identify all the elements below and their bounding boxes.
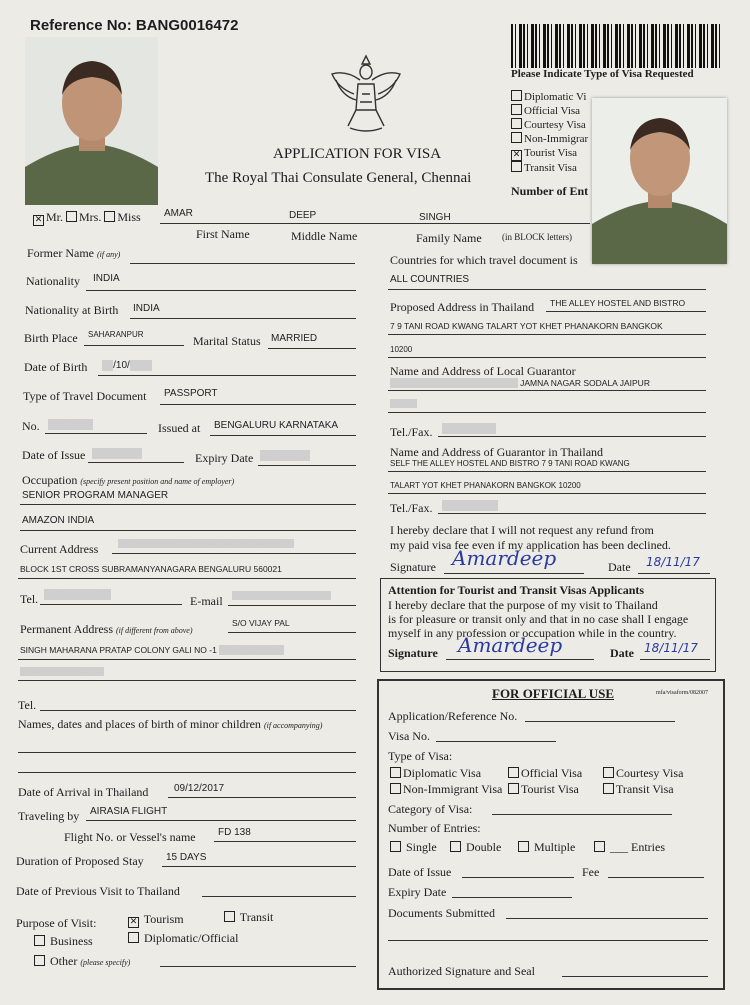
title-mr[interactable]: ✕ Mr. [34,210,64,225]
form-title: APPLICATION FOR VISA [273,146,442,162]
applicant-photo [25,37,158,205]
title-miss[interactable]: Miss [104,210,140,224]
marital-status-value[interactable]: MARRIED [271,333,318,344]
signature-label: Signature [390,560,436,574]
dob-value[interactable]: 17/10/1983 [102,360,153,371]
official-type-courtesy[interactable]: Courtesy Visa [603,766,683,781]
checkbox-icon [511,90,522,101]
dob-label: Date of Birth [24,360,88,374]
middle-name-label: Middle Name [291,229,358,243]
arrival-date-value[interactable]: 09/12/2017 [174,783,225,794]
official-date-issue: Date of Issue [388,865,452,879]
checkbox-icon [603,767,614,778]
checkbox-icon [511,118,522,129]
purpose-label: Purpose of Visit: [16,916,97,930]
permanent-address-label: Permanent Address (if different from above) [20,622,193,636]
visa-option-official[interactable]: Official Visa [511,104,588,118]
checkbox-icon [511,104,522,115]
purpose-diplomatic[interactable]: Diplomatic/Official [128,931,238,946]
checkbox-icon [34,935,45,946]
telfax-value[interactable]: 9111223333 [442,423,497,434]
checkbox-icon [224,911,235,922]
previous-visit-label: Date of Previous Visit to Thailand [16,884,180,898]
address-thailand-value-3[interactable]: 10200 [390,345,413,354]
applicant-signature-2[interactable]: Amardeep [458,633,563,657]
permanent-address-value-1[interactable]: S/O VIJAY PAL [232,618,290,628]
sign-date[interactable]: 18/11/17 [646,555,700,569]
current-address-value-2[interactable]: BLOCK 1ST CROSS SUBRAMANYANAGARA BENGALURU 560021 [20,564,282,574]
marital-status-label: Marital Status [193,334,261,348]
occupation-label: Occupation (specify present position and name of employer) [22,473,235,487]
traveling-by-label: Traveling by [18,809,80,823]
local-guarantor-label: Name and Address of Local Guarantor [390,364,576,378]
nationality-birth-label: Nationality at Birth [25,303,119,317]
telfax2-value[interactable]: 6622225542 [442,500,498,511]
nationality-value[interactable]: INDIA [93,273,120,284]
date-label: Date [608,560,631,574]
official-type-official[interactable]: Official Visa [508,766,582,781]
checkbox-icon [390,841,401,852]
visa-option-tourist[interactable]: ✕ Tourist Visa [512,147,578,160]
visa-option-non-immigrant[interactable]: Non-Immigrar [511,132,588,146]
official-auth-signature: Authorized Signature and Seal [388,964,535,978]
purpose-tourism[interactable]: ✕ Tourism [129,912,184,927]
telfax-label: Tel./Fax. [390,425,433,439]
attention-line-3: myself in any profession or occupation while in the country. [388,626,677,640]
garuda-emblem-icon [326,50,406,140]
checkbox-icon [390,783,401,794]
local-guarantor-value-2[interactable]: 302019 [390,399,417,408]
occupation-value-1[interactable]: SENIOR PROGRAM MANAGER [22,490,169,501]
entries-double[interactable]: Double [450,840,501,855]
visa-option-diplomatic[interactable]: Diplomatic Vi [511,90,588,104]
official-expiry: Expiry Date [388,885,447,899]
purpose-business[interactable]: Business [34,934,93,949]
issued-at-label: Issued at [158,421,201,435]
sign-date-2[interactable]: 18/11/17 [644,641,698,655]
checkbox-icon [390,767,401,778]
expiry-date-label: Expiry Date [195,451,254,465]
reference-number: Reference No: BANG0016472 [30,17,239,34]
checkbox-icon [34,955,45,966]
official-type-transit[interactable]: Transit Visa [603,782,674,797]
number-of-entries-label: Number of Ent [511,184,589,198]
tel-label: Tel. [20,592,39,606]
official-category: Category of Visa: [388,802,473,816]
birth-place-label: Birth Place [24,331,78,345]
checkbox-icon [508,767,519,778]
thai-guarantor-value-1[interactable]: SELF THE ALLEY HOSTEL AND BISTRO 7 9 TANI ROAD KWANG [390,459,630,468]
address-thailand-value-2[interactable]: 7 9 TANI ROAD KWANG TALART YOT KHET PHANAKORN BANGKOK [390,321,663,331]
official-fee: Fee [582,865,600,879]
middle-name-value: DEEP [289,210,317,221]
refund-declaration-1: I hereby declare that I will not request any refund from [390,523,654,537]
official-type-non-immigrant[interactable]: Non-Immigrant Visa [390,782,502,797]
date2-label: Date [610,646,634,660]
visa-type-heading: Please Indicate Type of Visa Requested [511,68,694,80]
travel-doc-value[interactable]: PASSPORT [164,388,218,399]
passport-no-value[interactable]: Z4453010 [48,419,94,430]
first-name-label: First Name [196,227,250,241]
applicant-portrait-icon [592,98,727,264]
barcode [511,24,721,68]
arrival-date-label: Date of Arrival in Thailand [18,785,149,799]
passport-no-label: No. [22,419,40,433]
official-type-diplomatic[interactable]: Diplomatic Visa [390,766,481,781]
checked-box-icon: ✕ [512,150,521,160]
entries-single[interactable]: Single [390,840,437,855]
minor-children-label: Names, dates and places of birth of minor children (if accompanying) [18,717,323,731]
permanent-address-value-2[interactable]: SINGH MAHARANA PRATAP COLONY GALI NO -1 CHHUTMALPUR [20,645,285,655]
signature2-label: Signature [388,646,438,660]
local-guarantor-value[interactable]: ANIL KUMAR GOYAL BRIJ KUNJ JAMNA NAGAR SODALA JAIPUR [390,378,650,388]
first-name-value: AMAR [164,208,193,219]
countries-label: Countries for which travel document is [390,253,578,267]
flight-value[interactable]: FD 138 [218,827,251,838]
family-name-label: Family Name [416,231,482,245]
official-documents: Documents Submitted [388,906,495,920]
current-address-value-1[interactable]: 1011 SAGUI BUILDING 2ND FLOOR 14TH MAIN [118,539,295,548]
consulate-name: The Royal Thai Consulate General, Chennai [205,170,472,186]
applicant-portrait-icon [25,37,158,205]
checkbox-icon [511,132,522,143]
telfax2-label: Tel./Fax. [390,501,433,515]
checkbox-icon [594,841,605,852]
checkbox-icon [450,841,461,852]
checkbox-icon [66,211,77,222]
block-letters-note: (in BLOCK letters) [502,232,572,242]
thai-guarantor-value-2[interactable]: TALART YOT KHET PHANAKORN BANGKOK 10200 [390,481,581,490]
attention-line-1: I hereby declare that the purpose of my visit to Thailand [388,598,658,612]
official-type-label: Type of Visa: [388,749,453,763]
occupation-value-2[interactable]: AMAZON INDIA [22,515,95,526]
thai-guarantor-label: Name and Address of Guarantor in Thailand [390,445,604,459]
issued-at-value[interactable]: BENGALURU KARNATAKA [214,420,339,431]
tel-value[interactable]: 919900000013 [44,589,111,600]
entries-multiple[interactable]: Multiple [518,840,575,855]
refund-declaration-2: my paid visa fee even if my application has been declined. [390,538,671,552]
former-name-label: Former Name (if any) [27,246,121,260]
checkbox-icon [508,783,519,794]
checked-box-icon: ✕ [34,215,43,225]
purpose-transit[interactable]: Transit [224,910,273,925]
duration-value[interactable]: 15 DAYS [166,852,207,863]
official-use-title: FOR OFFICIAL USE [492,686,615,701]
title-options [33,210,141,226]
current-address-label: Current Address [20,542,99,556]
nationality-birth-value[interactable]: INDIA [133,303,160,314]
visa-type-options [511,90,588,175]
checkbox-icon [511,161,522,172]
permanent-address-value-3[interactable]: SAHARANPUR 247662 [20,667,105,676]
address-thailand-value-1[interactable]: THE ALLEY HOSTEL AND BISTRO [550,298,686,308]
attention-line-2: is for pleasure or transit only and that in no case shall I engage [388,612,689,626]
visa-option-courtesy[interactable]: Courtesy Visa [511,118,588,132]
checkbox-icon [104,211,115,222]
date-issue-label: Date of Issue [22,448,86,462]
birth-place-value[interactable]: SAHARANPUR [88,330,144,339]
nationality-label: Nationality [26,274,80,288]
visa-option-transit[interactable]: Transit Visa [511,161,588,175]
official-type-tourist[interactable]: Tourist Visa [508,782,579,797]
title-mrs[interactable]: Mrs. [66,210,101,224]
email-label: E-mail [190,594,223,608]
tel2-label: Tel. [18,698,37,712]
applicant-signature[interactable]: Amardeep [452,546,557,570]
travel-doc-label: Type of Travel Document [23,389,147,403]
form-number: mfa/visaform/082007 [656,690,708,696]
flight-label: Flight No. or Vessel's name [64,830,196,844]
countries-value[interactable]: ALL COUNTRIES [390,274,470,285]
official-app-ref: Application/Reference No. [388,709,518,723]
email-value[interactable]: AMARDEEP@GMAIL.COM [232,591,331,600]
traveling-by-value[interactable]: AIRASIA FLIGHT [90,806,168,817]
family-name-value: SINGH [419,212,451,223]
checkbox-icon [128,932,139,943]
applicant-photo-pasted [592,98,727,264]
official-entries-label: Number of Entries: [388,821,481,835]
duration-label: Duration of Proposed Stay [16,854,144,868]
address-thailand-label: Proposed Address in Thailand [390,300,535,314]
entries-count[interactable]: ___ Entries [594,840,665,855]
date-issue-value[interactable]: 10/09/2017 [92,448,143,459]
checkbox-icon [518,841,529,852]
checked-box-icon: ✕ [129,917,138,927]
expiry-date-value[interactable]: 10/09/2027 [260,450,311,461]
checkbox-icon [603,783,614,794]
official-visa-no: Visa No. [388,729,430,743]
purpose-other[interactable]: Other (please specify) [34,954,130,969]
attention-title: Attention for Tourist and Transit Visas Applicants [388,583,645,597]
